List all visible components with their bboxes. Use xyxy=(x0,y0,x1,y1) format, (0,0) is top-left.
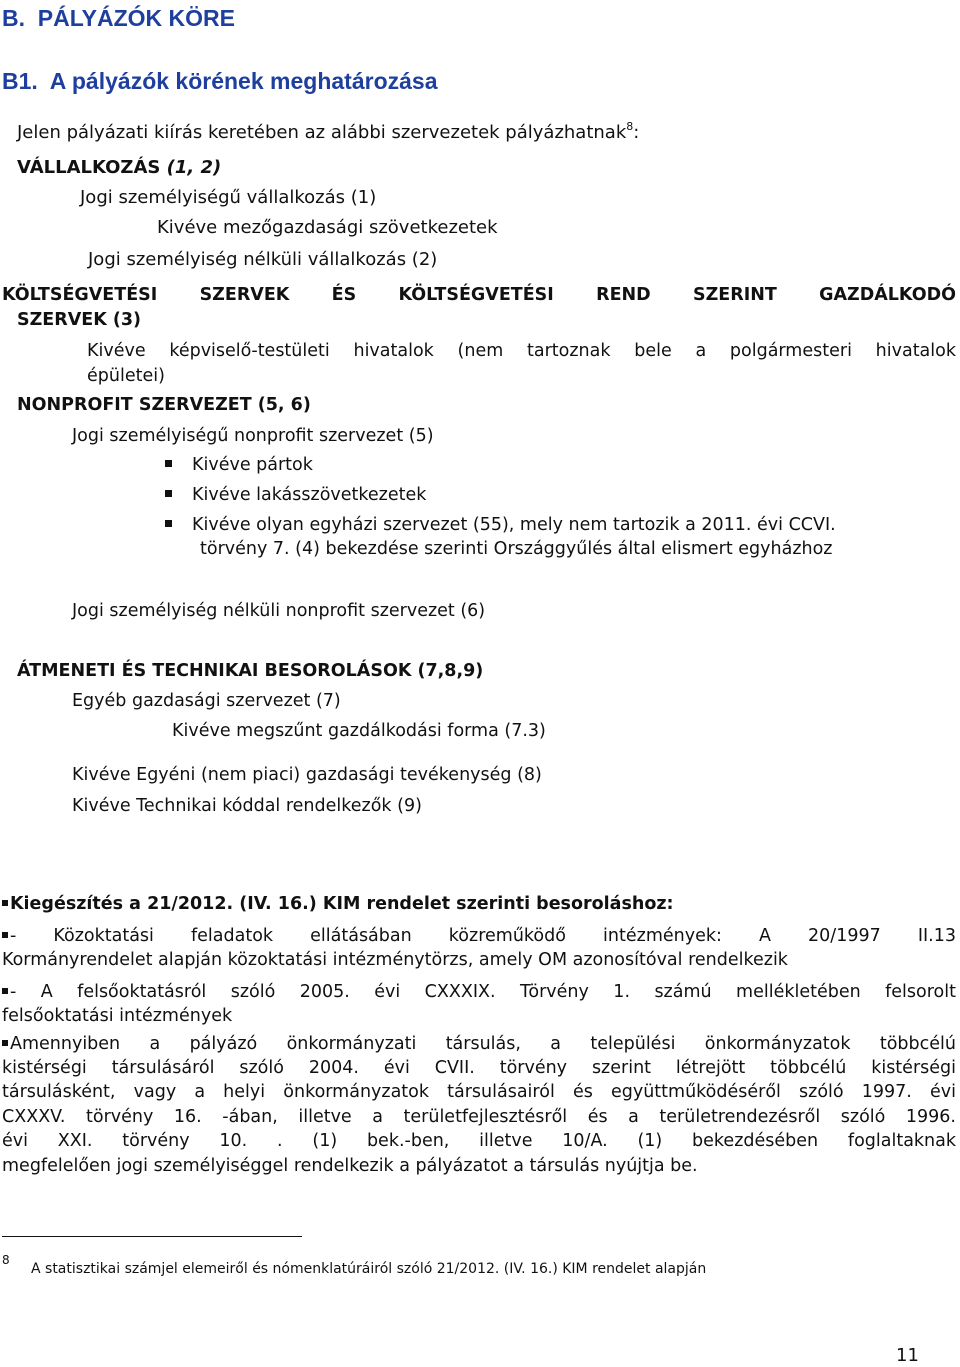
supplement-p3-line-4: CXXXV. törvény 16. -ában, illetve a területfejlesztésről és a területrendezésről szóló 1996. xyxy=(2,1107,956,1127)
koltsegvetesi-exception-line-1: Kivéve képviselő-testületi hivatalok (nem tartoznak bele a polgármesteri hivatalok xyxy=(87,341,956,361)
supplement-heading-text: Kiegészítés a 21/2012. (IV. 16.) KIM rendelet szerinti besoroláshoz: xyxy=(10,894,674,914)
supplement-p2-line-1-text: - A felsőoktatásról szóló 2005. évi CXXXIX. Törvény 1. számú mellékletében felsorolt xyxy=(10,982,956,1002)
page-number: 11 xyxy=(896,1345,919,1366)
supplement-p3-line-6: megfelelően jogi személyiséggel rendelkezik a pályázatot a társulás nyújtja be. xyxy=(2,1156,698,1176)
footnote-number: 8 xyxy=(2,1253,10,1267)
bullet-square-icon xyxy=(2,932,8,938)
supplement-p2-line-2: felsőoktatási intézmények xyxy=(2,1006,233,1026)
nonprofit-exception-3-text: Kivéve olyan egyházi szervezet (55), mely nem tartozik a 2011. évi CCVI. xyxy=(192,515,836,535)
section-title-text: PÁLYÁZÓK KÖRE xyxy=(37,5,236,31)
bullet-square-icon xyxy=(2,988,8,994)
nonprofit-exception-3-line-2: törvény 7. (4) bekezdése szerinti Országgyűlés által elismert egyházhoz xyxy=(200,539,833,559)
section-title xyxy=(2,7,235,30)
nonprofit-heading: NONPROFIT SZERVEZET (5, 6) xyxy=(17,395,311,415)
nonprofit-item-2: Jogi személyiség nélküli nonprofit szervezet (6) xyxy=(72,601,486,621)
supplement-p3-line-3: társulásként, vagy a helyi önkormányzatok társulásairól és együttműködéséről szóló 1997. évi xyxy=(2,1082,956,1102)
atmeneti-exception-2: Kivéve Egyéni (nem piaci) gazdasági tevékenység (8) xyxy=(72,765,542,785)
vallalkozas-item-2: Jogi személyiség nélküli vállalkozás (2) xyxy=(88,249,438,270)
vallalkozas-heading xyxy=(17,159,221,177)
koltsegvetesi-exception-line-2: épületei) xyxy=(87,366,165,386)
nonprofit-exception-1 xyxy=(165,457,313,475)
supplement-p3-line-2: kistérségi társulásáról szóló 2004. évi CVII. törvény szerint létrejött többcélú kistérségi xyxy=(2,1058,956,1078)
bullet-square-icon xyxy=(165,490,172,497)
nonprofit-item-1: Jogi személyiségű nonprofit szervezet (5) xyxy=(72,426,434,446)
koltsegvetesi-heading-line-2: SZERVEK (3) xyxy=(17,310,142,330)
bullet-square-icon xyxy=(2,900,8,906)
supplement-p1-line-1 xyxy=(2,924,956,949)
atmeneti-item-1-exception: Kivéve megszűnt gazdálkodási forma (7.3) xyxy=(172,721,546,741)
footnote-text: A statisztikai számjel elemeiről és nómenklatúráiról szóló 21/2012. (IV. 16.) KIM rendelet alapján xyxy=(31,1261,707,1277)
footnote-divider xyxy=(2,1236,302,1237)
supplement-p3-line-1 xyxy=(2,1032,956,1057)
nonprofit-exception-2-text: Kivéve lakásszövetkezetek xyxy=(192,485,427,505)
atmeneti-item-1: Egyéb gazdasági szervezet (7) xyxy=(72,691,341,711)
vallalkozas-item-1: Jogi személyiségű vállalkozás (1) xyxy=(80,187,377,208)
section-letter: B. xyxy=(2,5,25,31)
koltsegvetesi-heading-line-1: KÖLTSÉGVETÉSI SZERVEK ÉS KÖLTSÉGVETÉSI REND SZERINT GAZDÁLKODÓ xyxy=(2,285,956,305)
footnote-reference: 8 xyxy=(626,120,634,133)
intro-paragraph xyxy=(17,120,640,143)
bullet-square-icon xyxy=(165,460,172,467)
supplement-p1-line-2: Kormányrendelet alapján közoktatási intézménytörzs, amely OM azonosítóval rendelkezik xyxy=(2,950,788,970)
nonprofit-exception-3 xyxy=(165,517,836,535)
atmeneti-heading: ÁTMENETI ÉS TECHNIKAI BESOROLÁSOK (7,8,9) xyxy=(17,661,484,681)
nonprofit-exception-2 xyxy=(165,487,426,505)
nonprofit-exception-1-text: Kivéve pártok xyxy=(192,455,313,475)
supplement-p1-line-1-text: - Közoktatási feladatok ellátásában közreműködő intézmények: A 20/1997 II.13 xyxy=(10,926,956,946)
subsection-number: B1. xyxy=(2,68,38,94)
supplement-p3-line-1-text: Amennyiben a pályázó önkormányzati társulás, a települési önkormányzatok többcélú xyxy=(10,1034,956,1054)
supplement-p2-line-1 xyxy=(2,980,956,1005)
intro-text: Jelen pályázati kiírás keretében az alábbi szervezetek pályázhatnak xyxy=(17,122,627,143)
supplement-heading xyxy=(2,896,674,914)
atmeneti-exception-3: Kivéve Technikai kóddal rendelkezők (9) xyxy=(72,796,422,816)
vallalkozas-heading-text: VÁLLALKOZÁS xyxy=(17,157,167,178)
vallalkozas-heading-codes: (1, 2) xyxy=(166,157,222,178)
vallalkozas-item-1-exception: Kivéve mezőgazdasági szövetkezetek xyxy=(157,217,498,238)
bullet-square-icon xyxy=(2,1040,8,1046)
subsection-title xyxy=(2,70,438,93)
bullet-square-icon xyxy=(165,520,172,527)
subsection-title-text: A pályázók körének meghatározása xyxy=(49,68,438,94)
supplement-p3-line-5: évi XXI. törvény 10. . (1) bek.-ben, illetve 10/A. (1) bekezdésében foglaltaknak xyxy=(2,1131,956,1151)
intro-tail: : xyxy=(633,122,640,143)
